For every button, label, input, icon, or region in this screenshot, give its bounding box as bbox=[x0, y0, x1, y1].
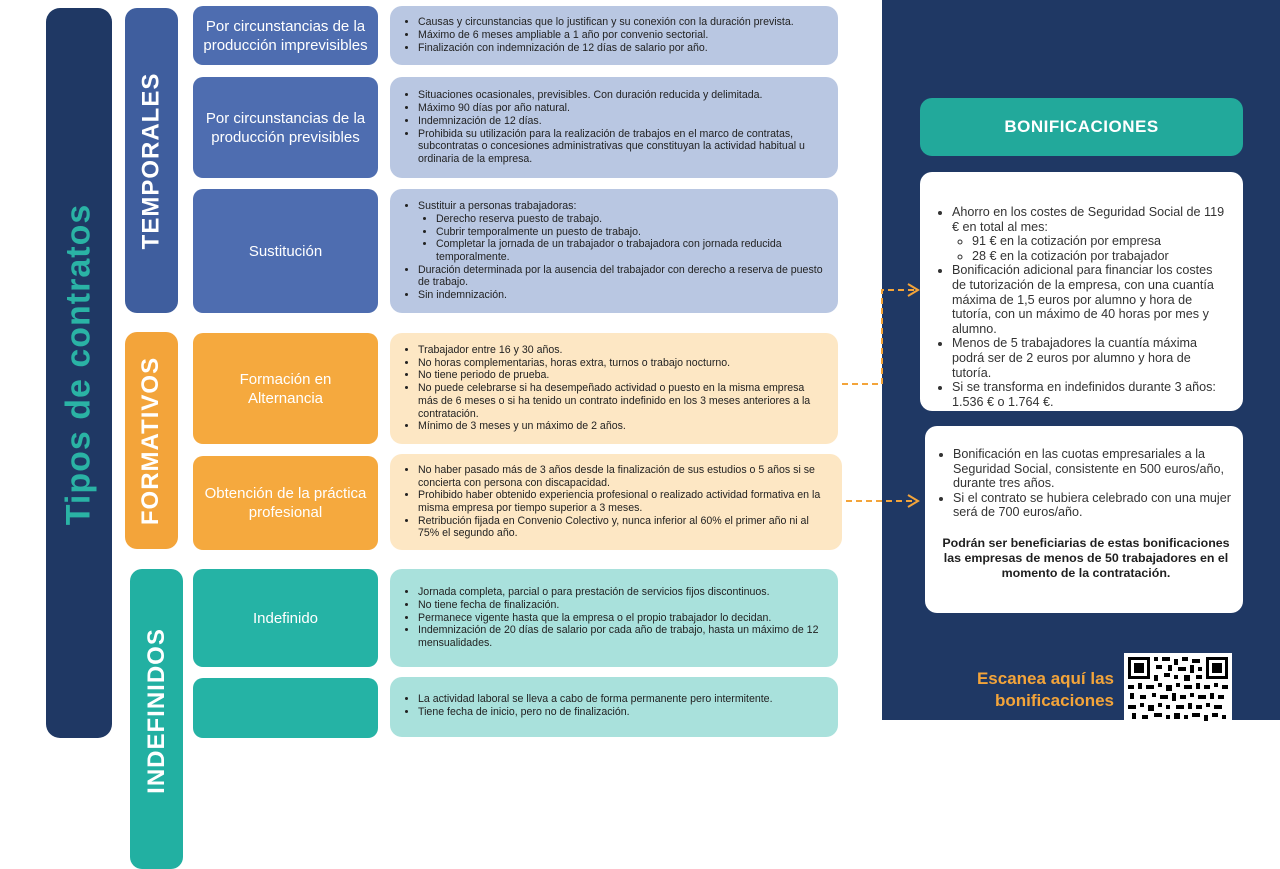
bonificaciones-note: Podrán ser beneficiarias de estas bonificaciones las empresas de menos de 50 trabajadores en el momento de la contratación. bbox=[942, 535, 1230, 580]
desc-fijo-discontinuo bbox=[390, 677, 838, 737]
type-practica: Obtención de la práctica profesional bbox=[193, 456, 378, 550]
type-sustitucion: Sustitución bbox=[193, 189, 378, 313]
list-item: • No horas complementarias, horas extra, turnos o trabajo nocturno. bbox=[418, 357, 826, 370]
list-item: • Situaciones ocasionales, previsibles. Con duración reducida y delimitada. bbox=[418, 89, 826, 102]
desc-imprevisibles bbox=[390, 6, 838, 65]
desc-alternancia bbox=[390, 333, 838, 444]
list-item: • Finalización con indemnización de 12 días de salario por año. bbox=[418, 42, 826, 55]
category-indefinidos: INDEFINIDOS bbox=[130, 569, 183, 869]
list-item: • Retribución fijada en Convenio Colectivo y, nunca inferior al 60% el primer año ni al 75% el segundo año. bbox=[418, 515, 830, 540]
desc-sustitucion bbox=[390, 189, 838, 313]
connector-arrows bbox=[838, 280, 922, 520]
list-item: • Jornada completa, parcial o para prestación de servicios fijos discontinuos. bbox=[418, 586, 826, 599]
list-item: • No puede celebrarse si ha desempeñado actividad o puesto en la misma empresa más de 6 meses o si ha tenido un contrato indefinido en los 3 meses anteriores a la contratación. bbox=[418, 382, 826, 420]
scan-label: Escanea aquí las bonificaciones bbox=[976, 669, 1114, 710]
type-imprevisibles: Por circunstancias de la producción imprevisibles bbox=[193, 6, 378, 65]
list-item: • Prohibido haber obtenido experiencia profesional o realizado actividad formativa en la misma empresa por tiempo superior a 3 meses. bbox=[418, 489, 830, 514]
list-item: • Sin indemnización. bbox=[418, 289, 826, 302]
list-item: • No tiene periodo de prueba. bbox=[418, 369, 826, 382]
list-item: • Completar la jornada de un trabajador o trabajadora con jornada reducida temporalmente. bbox=[436, 238, 826, 263]
list-item: • Menos de 5 trabajadores la cuantía máxima podrá ser de 2 euros por alumno y hora de tutoría. bbox=[952, 336, 1229, 380]
list-item: • Bonificación en las cuotas empresariales a la Seguridad Social, consistente en 500 euros/año, durante tres años. bbox=[953, 447, 1235, 491]
list-item: • Derecho reserva puesto de trabajo. bbox=[436, 213, 826, 226]
list-item: • Indemnización de 12 días. bbox=[418, 115, 826, 128]
category-temporales: TEMPORALES bbox=[125, 8, 178, 313]
list-item: • Bonificación adicional para financiar los costes de tutorización de la empresa, con una cuantía máxima de 1,5 euros por alumno y hora de tutoría, con un máximo de 40 horas por mes y alumno. bbox=[952, 263, 1229, 336]
list-item: • Sustituir a personas trabajadoras: • Derecho reserva puesto de trabajo. • Cubrir temporalmente un puesto de trabajo. • Completar la jornada de un trabajador o trabajadora con jornada reducida temporalmente. bbox=[418, 200, 826, 264]
list-item: • Prohibida su utilización para la realización de trabajos en el marco de contratas, subcontratas o concesiones administrativas que constituyan la actividad habitual u ordinaria de la empresa. bbox=[418, 128, 826, 166]
page-title: Tipos de contratos bbox=[59, 203, 98, 525]
list-item: • Si el contrato se hubiera celebrado con una mujer será de 700 euros/año. bbox=[953, 491, 1235, 520]
list-item: • No tiene fecha de finalización. bbox=[418, 599, 826, 612]
bonificaciones-box-alternancia bbox=[920, 172, 1243, 411]
list-item: • La actividad laboral se lleva a cabo de forma permanente pero intermitente. bbox=[418, 693, 826, 706]
category-formativos: FORMATIVOS bbox=[125, 332, 178, 549]
list-item: • Causas y circunstancias que lo justifican y su conexión con la duración prevista. bbox=[418, 16, 826, 29]
connector-alternancia bbox=[842, 290, 914, 384]
list-item: • Mínimo de 3 meses y un máximo de 2 años. bbox=[418, 420, 826, 433]
list-item: • Cubrir temporalmente un puesto de trabajo. bbox=[436, 226, 826, 239]
list-item: • No haber pasado más de 3 años desde la finalización de sus estudios o 5 años si se concierta con persona con discapacidad. bbox=[418, 464, 830, 489]
list-item: ◦ 28 € en la cotización por trabajador bbox=[972, 249, 1229, 264]
qr-code-icon[interactable] bbox=[1124, 653, 1232, 723]
type-fijo-discontinuo bbox=[193, 678, 378, 738]
type-indefinido: Indefinido bbox=[193, 569, 378, 667]
bonificaciones-title: BONIFICACIONES bbox=[920, 98, 1243, 156]
type-previsibles: Por circunstancias de la producción previsibles bbox=[193, 77, 378, 178]
list-item: • Máximo 90 días por año natural. bbox=[418, 102, 826, 115]
desc-practica bbox=[390, 454, 842, 550]
list-item: • Tiene fecha de inicio, pero no de finalización. bbox=[418, 706, 826, 719]
list-item: • Ahorro en los costes de Seguridad Social de 119 € en total al mes: ◦ 91 € en la cotización por empresa ◦ 28 € en la cotización por trabajador bbox=[952, 205, 1229, 263]
list-item: • Indemnización de 20 días de salario por cada año de trabajo, hasta un máximo de 12 mensualidades. bbox=[418, 624, 826, 649]
list-item: ◦ 91 € en la cotización por empresa bbox=[972, 234, 1229, 249]
list-item: • Máximo de 6 meses ampliable a 1 año por convenio sectorial. bbox=[418, 29, 826, 42]
desc-indefinido bbox=[390, 569, 838, 667]
list-item: • Si se transforma en indefinidos durante 3 años: 1.536 € o 1.764 €. bbox=[952, 380, 1229, 409]
list-item: • Permanece vigente hasta que la empresa o el propio trabajador lo decidan. bbox=[418, 612, 826, 625]
desc-previsibles bbox=[390, 77, 838, 178]
type-alternancia: Formación en Alternancia bbox=[193, 333, 378, 444]
list-item: • Duración determinada por la ausencia del trabajador con derecho a reserva de puesto de trabajo. bbox=[418, 264, 826, 289]
list-item: • Trabajador entre 16 y 30 años. bbox=[418, 344, 826, 357]
bonificaciones-box-practica bbox=[925, 426, 1243, 613]
